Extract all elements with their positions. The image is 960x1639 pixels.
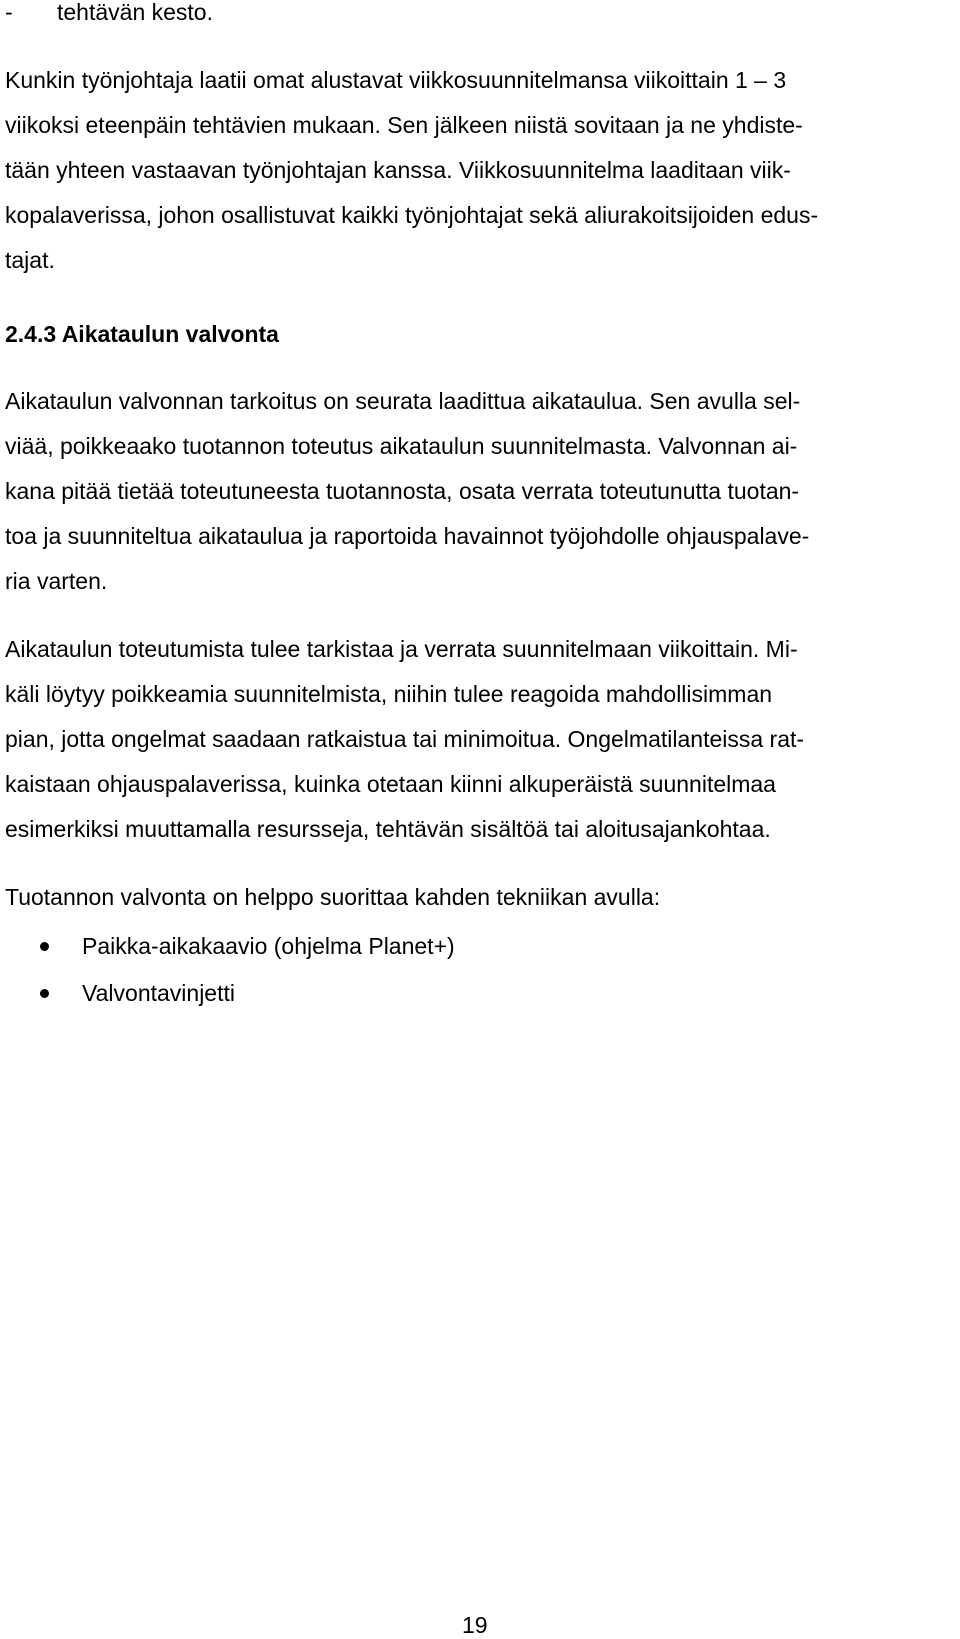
paragraph-line: kana pitää tietää toteutuneesta tuotannosta, osata verrata toteutunutta tuotan- — [5, 478, 800, 504]
paragraph-line: viikoksi eteenpäin tehtävien mukaan. Sen jälkeen niistä sovitaan ja ne yhdiste- — [5, 112, 803, 138]
list-item-text: tehtävän kesto. — [57, 0, 213, 25]
section-heading: 2.4.3 Aikataulun valvonta — [5, 321, 279, 347]
paragraph-line: kopalaverissa, johon osallistuvat kaikki työnjohtajat sekä aliurakoitsijoiden edus- — [5, 202, 819, 228]
paragraph-line: Aikataulun valvonnan tarkoitus on seurata laadittua aikataulua. Sen avulla sel- — [5, 388, 801, 414]
paragraph-line: esimerkiksi muuttamalla resursseja, tehtävän sisältöä tai aloitusajankohtaa. — [5, 816, 771, 842]
paragraph-line: ria varten. — [5, 568, 108, 594]
bullet-icon — [40, 989, 49, 998]
paragraph-line: tään yhteen vastaavan työnjohtajan kanssa. Viikkosuunnitelma laaditaan viik- — [5, 157, 791, 183]
paragraph-line: kaistaan ohjauspalaverissa, kuinka otetaan kiinni alkuperäistä suunnitelmaa — [5, 771, 776, 797]
paragraph-intro: Tuotannon valvonta on helppo suorittaa kahden tekniikan avulla: — [5, 884, 661, 910]
paragraph-line: käli löytyy poikkeamia suunnitelmista, niihin tulee reagoida mahdollisimman — [5, 681, 773, 707]
bullet-item-text: Paikka-aikakaavio (ohjelma Planet+) — [82, 933, 455, 959]
bullet-item-text: Valvontavinjetti — [82, 980, 235, 1006]
paragraph-line: toa ja suunniteltua aikataulua ja raportoida havainnot työjohdolle ohjauspalave- — [5, 523, 810, 549]
paragraph-line: pian, jotta ongelmat saadaan ratkaistua tai minimoitua. Ongelmatilanteissa rat- — [5, 726, 805, 752]
dash-marker: - — [5, 0, 13, 25]
paragraph-line: viää, poikkeaako tuotannon toteutus aikataulun suunnitelmasta. Valvonnan ai- — [5, 433, 798, 459]
paragraph-line: Kunkin työnjohtaja laatii omat alustavat viikkosuunnitelmansa viikoittain 1 – 3 — [5, 67, 787, 93]
page-number: 19 — [462, 1612, 488, 1638]
paragraph-line: Aikataulun toteutumista tulee tarkistaa ja verrata suunnitelmaan viikoittain. Mi- — [5, 636, 798, 662]
paragraph-line: tajat. — [5, 247, 55, 273]
bullet-icon — [40, 942, 49, 951]
